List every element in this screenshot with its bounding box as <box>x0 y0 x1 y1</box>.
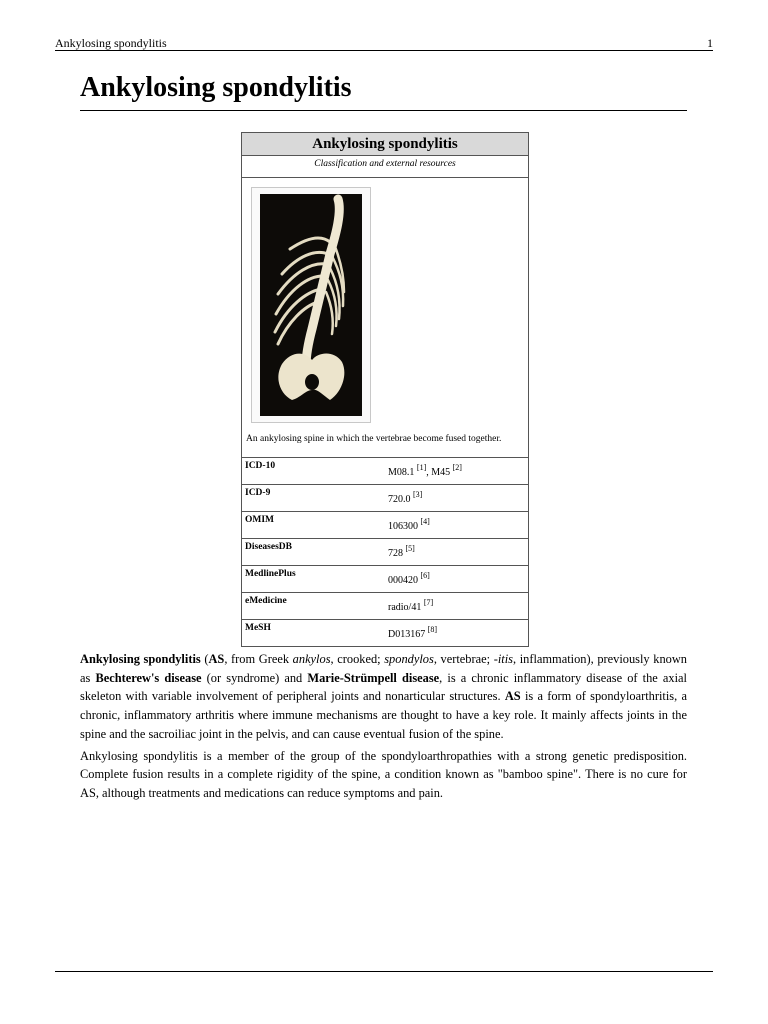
row-label: MedlinePlus <box>245 569 296 579</box>
page-number: 1 <box>707 36 713 50</box>
separator: , <box>426 467 432 478</box>
row-value <box>384 566 528 592</box>
infobox-row-omim <box>242 512 528 539</box>
header-divider <box>55 50 713 51</box>
article-body <box>80 650 687 803</box>
reference-link[interactable]: [2] <box>452 463 462 472</box>
infobox-row-mesh <box>242 620 528 646</box>
infobox-title: Ankylosing spondylitis <box>242 133 528 156</box>
term-italic: ankylos <box>292 652 331 666</box>
row-label: ICD-10 <box>245 461 276 471</box>
infobox-image-cell <box>242 178 528 458</box>
code-link[interactable]: 728 <box>388 548 403 559</box>
term-bold: AS <box>504 689 521 704</box>
paragraph-intro: Ankylosing spondylitis (AS, from Greek ankylos, crooked; spondylos, vertebrae; -itis, inflammation), previously known as Bechterew's disease (or syndrome) and Marie-Strümpell disease, is a chronic inflammatory disease of the axial skeleton with variable involvement of peripheral joints and nonarticular structures. AS is a form of spondyloarthritis, a chronic, inflammatory arthritis where immune mechanisms are thought to have a key role. It mainly affects joints in the spine and the sacroiliac joint in the pelvis, and can cause eventual fusion of the spine. <box>80 652 687 741</box>
image-thumbnail-frame[interactable] <box>251 187 371 423</box>
term-italic: spondylos <box>384 652 434 666</box>
row-value <box>384 620 528 646</box>
spine-skeleton-image[interactable] <box>260 194 362 416</box>
row-value <box>384 485 528 511</box>
row-label: eMedicine <box>245 596 287 606</box>
row-value <box>384 539 528 565</box>
image-caption: An ankylosing spine in which the vertebrae become fused together. <box>246 434 502 444</box>
term-bold: Bechterew's disease <box>95 670 202 685</box>
running-head-title: Ankylosing spondylitis <box>55 36 167 50</box>
code-link[interactable]: M08.1 <box>388 467 415 478</box>
reference-link[interactable]: [7] <box>423 598 434 607</box>
row-value <box>384 512 528 538</box>
footer-divider <box>55 971 713 972</box>
reference-link[interactable]: [5] <box>405 544 415 553</box>
reference-link[interactable]: [8] <box>427 625 438 634</box>
term-bold: AS <box>208 652 225 666</box>
infobox-row-icd10 <box>242 458 528 485</box>
title-divider <box>80 110 687 111</box>
code-link[interactable]: 000420 <box>388 575 418 586</box>
infobox-row-medlineplus <box>242 566 528 593</box>
row-value <box>384 458 528 484</box>
reference-link[interactable]: [1] <box>416 463 427 472</box>
infobox-row-emedicine <box>242 593 528 620</box>
page-title: Ankylosing spondylitis <box>80 72 352 103</box>
row-label: OMIM <box>245 515 275 525</box>
code-link[interactable]: M45 <box>431 467 451 478</box>
paragraph-second: Ankylosing spondylitis is a member of the group of the spondyloarthropathies with a strong genetic predisposition. Complete fusion results in a complete rigidity of the spine, a condition known as "bamboo spine". There is no cure for AS, although treatments and medications can reduce symptoms and pain. <box>80 748 687 800</box>
code-link[interactable]: radio/41 <box>388 602 422 613</box>
infobox-subtitle: Classification and external resources <box>242 156 528 178</box>
row-label: ICD-9 <box>245 488 271 498</box>
reference-link[interactable]: [6] <box>420 571 430 580</box>
code-link[interactable]: 720.0 <box>388 494 411 505</box>
term-italic: -itis <box>493 652 513 666</box>
infobox <box>241 132 529 647</box>
code-link[interactable]: D013167 <box>388 629 426 640</box>
row-value <box>384 593 528 619</box>
infobox-row-icd9 <box>242 485 528 512</box>
reference-link[interactable]: [4] <box>420 517 430 526</box>
reference-link[interactable]: [3] <box>413 490 423 499</box>
infobox-row-diseasesdb <box>242 539 528 566</box>
term-bold: Marie-Strümpell disease <box>307 670 440 685</box>
row-label: DiseasesDB <box>245 542 292 552</box>
running-head <box>55 36 713 50</box>
row-label: MeSH <box>245 623 271 633</box>
term-bold: Ankylosing spondylitis <box>80 652 201 666</box>
code-link[interactable]: 106300 <box>388 521 418 532</box>
